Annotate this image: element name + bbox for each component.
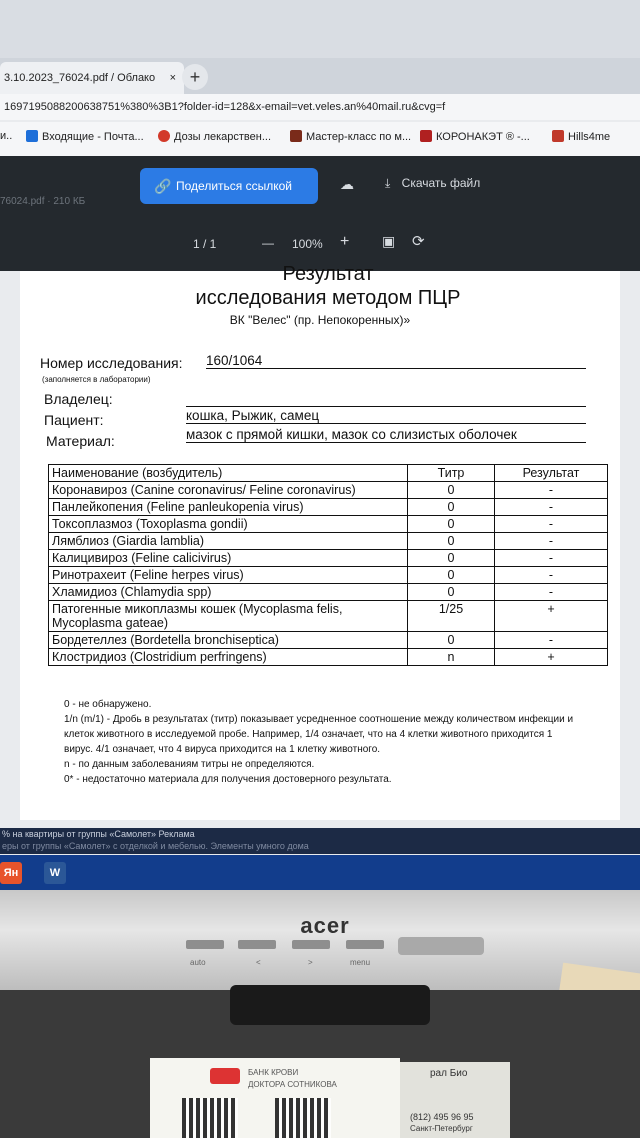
table-row [49, 567, 608, 584]
note-line: 0* - недостаточно материала для получения достоверного результата. [64, 774, 392, 785]
material-label: Материал: [46, 433, 115, 449]
pathogen-cell: Лямблиоз (Giardia lamblia) [49, 533, 408, 550]
taskbar [0, 855, 640, 890]
result-cell: - [495, 499, 608, 516]
monitor-menu-button[interactable] [346, 940, 384, 949]
file-name: 76024.pdf · 210 КБ [0, 196, 86, 207]
table-row [49, 649, 608, 666]
pathogen-cell: Патогенные микоплазмы кошек (Mycoplasma felis, Mycoplasma gateae) [49, 601, 408, 632]
patient-value: кошка, Рыжик, самец [186, 408, 586, 424]
zoom-out-button[interactable]: — [262, 236, 274, 250]
zoom-level: 100% [292, 237, 323, 251]
globe-icon [158, 130, 170, 142]
monitor-label: auto [190, 958, 206, 967]
download-icon: ⤓ [385, 176, 391, 190]
titer-cell: 0 [408, 482, 495, 499]
monitor-brand-logo: acer [300, 913, 350, 938]
titer-cell: 0 [408, 516, 495, 533]
screen-top-area [0, 0, 640, 58]
owner-value [186, 391, 586, 407]
rotate-icon[interactable]: ⟳ [412, 233, 425, 250]
titer-cell: n [408, 649, 495, 666]
table-row [49, 533, 608, 550]
result-cell: + [495, 649, 608, 666]
bookmark-item[interactable]: Дозы лекарствен... [158, 130, 271, 143]
bookmark-item[interactable]: Мастер-класс по м... [290, 130, 411, 143]
titer-cell: 0 [408, 499, 495, 516]
note-line: 1/n (m/1) - Дробь в результатах (титр) показывает усредненное соотношение между количеством инфекции и клеток животного в исследуемой пробе. Например, 1/4 означает, что на 4 клетки животного приходится 1 вирус. 4/1 означает, что 4 вируса приходится на 1 клетку животного. [64, 714, 574, 755]
monitor-label: < [256, 958, 261, 967]
material-value: мазок с прямой кишки, мазок со слизистых оболочек [186, 427, 586, 443]
result-cell: - [495, 632, 608, 649]
bookmark-item[interactable]: Входящие - Почта... [26, 130, 144, 143]
bookmark-item[interactable]: Hills4me [552, 130, 610, 143]
titer-cell: 0 [408, 550, 495, 567]
number-hint: (заполняется в лаборатории) [42, 375, 151, 384]
results-table [48, 464, 608, 666]
address-bar[interactable]: 1697195088200638751%380%3B1?folder-id=128&x-email=vet.veles.an%40mail.ru&cvg=f [0, 94, 640, 120]
legend-notes [64, 697, 584, 787]
result-cell: - [495, 567, 608, 584]
word-icon[interactable]: W [44, 862, 66, 884]
column-header: Результат [495, 465, 608, 482]
column-header: Наименование (возбудитель) [49, 465, 408, 482]
bookmarks-bar [0, 122, 640, 157]
result-cell: - [495, 533, 608, 550]
ad-banner[interactable] [0, 828, 640, 854]
pathogen-cell: Бордетеллез (Bordetella bronchiseptica) [49, 632, 408, 649]
pathogen-cell: Клостридиоз (Clostridium perfringens) [49, 649, 408, 666]
site-icon [420, 130, 432, 142]
card-text: (812) 495 96 95 [410, 1112, 474, 1122]
pdf-page [20, 263, 620, 820]
document-title: Результат [282, 263, 374, 285]
titer-cell: 0 [408, 632, 495, 649]
monitor-label: > [308, 958, 313, 967]
page-indicator: 1 / 1 [193, 237, 217, 251]
bookmark-item[interactable]: КОРОНАКЭТ ® -... [420, 130, 530, 143]
number-value: 160/1064 [206, 353, 586, 369]
document-subtitle: исследования методом ПЦР [195, 287, 461, 309]
qr-code-icon [182, 1098, 238, 1138]
table-row [49, 584, 608, 601]
pdf-viewer-toolbar [0, 156, 640, 271]
share-link-button[interactable]: 🔗 Поделиться ссылкой [140, 168, 318, 204]
close-icon[interactable]: × [169, 72, 176, 84]
titer-cell: 1/25 [408, 601, 495, 632]
card-text: Санкт-Петербург [410, 1124, 473, 1133]
card-text: ДОКТОРА СОТНИКОВА [248, 1080, 337, 1089]
table-row [49, 601, 608, 632]
note-line: n - по данным заболеваниям титры не определяются. [64, 759, 315, 770]
titer-cell: 0 [408, 567, 495, 584]
site-icon [552, 130, 564, 142]
monitor-right-button[interactable] [292, 940, 330, 949]
card-logo-icon [210, 1068, 240, 1084]
monitor-auto-button[interactable] [186, 940, 224, 949]
monitor-label: menu [350, 958, 371, 967]
pathogen-cell: Ринотрахеит (Feline herpes virus) [49, 567, 408, 584]
cloud-upload-icon[interactable]: ☁ [340, 176, 354, 192]
table-row [49, 482, 608, 499]
tab-title: 3.10.2023_76024.pdf / Облако [4, 72, 156, 84]
ad-line: % на квартиры от группы «Самолет» Реклама [2, 829, 195, 839]
link-icon: 🔗 [154, 178, 172, 194]
download-button[interactable]: ⤓ Скачать файл [385, 176, 481, 190]
ad-line: еры от группы «Самолет» с отделкой и мебелью. Элементы умного дома [2, 841, 309, 851]
table-row [49, 550, 608, 567]
monitor-left-button[interactable] [238, 940, 276, 949]
titer-cell: 0 [408, 584, 495, 601]
pathogen-cell: Токсоплазмоз (Toxoplasma gondii) [49, 516, 408, 533]
card-text: рал Био [430, 1068, 468, 1079]
column-header: Титр [408, 465, 495, 482]
pathogen-cell: Хламидиоз (Chlamydia spp) [49, 584, 408, 601]
table-header-row [49, 465, 608, 482]
mail-icon [26, 130, 38, 142]
number-label: Номер исследования: [40, 355, 183, 371]
owner-label: Владелец: [44, 391, 113, 407]
pathogen-cell: Панлейкопения (Feline panleukopenia virus) [49, 499, 408, 516]
patient-label: Пациент: [44, 412, 104, 428]
table-row [49, 516, 608, 533]
table-row [49, 499, 608, 516]
pathogen-cell: Коронавироз (Canine coronavirus/ Feline coronavirus) [49, 482, 408, 499]
browser-tab[interactable] [0, 62, 184, 94]
new-tab-button[interactable]: + [182, 64, 208, 90]
bookmark-item[interactable]: и.. [0, 130, 13, 142]
pathogen-cell: Калицивироз (Feline calicivirus) [49, 550, 408, 567]
table-row [49, 632, 608, 649]
result-cell: - [495, 482, 608, 499]
result-cell: - [495, 550, 608, 567]
power-button[interactable] [398, 937, 484, 955]
folder-icon [290, 130, 302, 142]
zoom-in-button[interactable]: + [340, 233, 350, 250]
fit-page-icon[interactable]: ▣ [382, 233, 396, 249]
qr-code-icon [275, 1098, 331, 1138]
result-cell: - [495, 584, 608, 601]
titer-cell: 0 [408, 533, 495, 550]
result-cell: + [495, 601, 608, 632]
clinic-line: ВК "Велес" (пр. Непокоренных)» [229, 313, 411, 327]
card-text: БАНК КРОВИ [248, 1068, 299, 1077]
note-line: 0 - не обнаружено. [64, 699, 152, 710]
monitor-stand [230, 985, 430, 1025]
yandex-icon[interactable]: Ян [0, 862, 22, 884]
result-cell: - [495, 516, 608, 533]
